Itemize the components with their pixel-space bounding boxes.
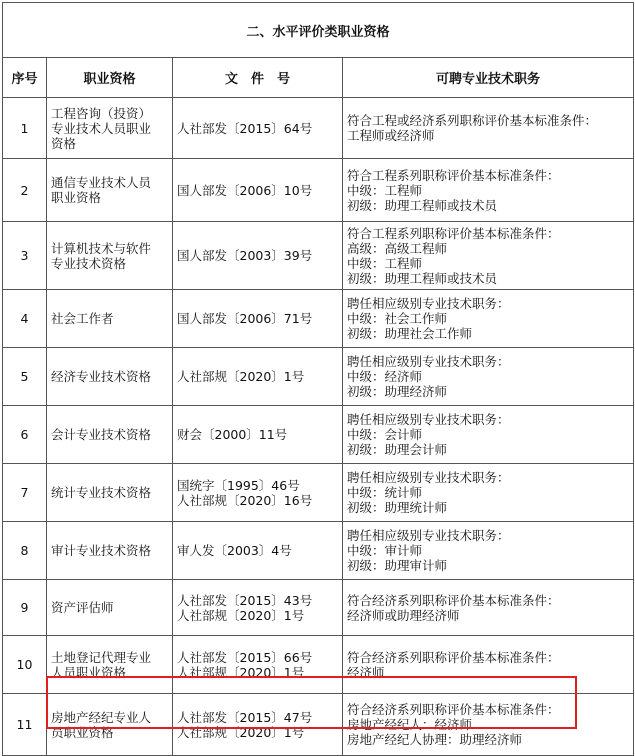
qualification-table bbox=[2, 2, 634, 756]
cell-line: 初级：助理社会工作师 bbox=[347, 326, 473, 341]
cell-line: 审人发〔2003〕4号 bbox=[177, 543, 292, 558]
row-document bbox=[173, 522, 343, 580]
cell-line: 国人部发〔2006〕10号 bbox=[177, 182, 313, 198]
header-seq: 序号 bbox=[3, 58, 47, 98]
row-positions bbox=[343, 290, 634, 348]
cell-line: 计算机技术与软件 bbox=[51, 240, 152, 256]
cell-line: 符合经济系列职称评价基本标准条件： bbox=[347, 702, 560, 717]
row-qualification bbox=[47, 290, 173, 348]
cell-line: 中级：经济师 bbox=[347, 369, 423, 384]
cell-line: 人社部规〔2020〕1号 bbox=[177, 369, 305, 384]
cell-line: 聘任相应级别专业技术职务： bbox=[347, 296, 510, 311]
header-positions: 可聘专业技术职务 bbox=[343, 58, 634, 98]
cell-line: 符合工程或经济系列职称评价基本标准条件： bbox=[347, 113, 598, 128]
cell-line: 专业技术资格 bbox=[51, 255, 127, 271]
table-row bbox=[3, 694, 634, 756]
row-qualification bbox=[47, 406, 173, 464]
row-seq: 6 bbox=[3, 406, 47, 464]
cell-line: 中级：工程师 bbox=[347, 255, 423, 271]
cell-line: 初级：助理工程师或技术员 bbox=[347, 197, 498, 213]
header-row bbox=[3, 58, 634, 98]
row-seq: 9 bbox=[3, 580, 47, 636]
table-row bbox=[3, 464, 634, 522]
row-qualification bbox=[47, 348, 173, 406]
row-seq: 8 bbox=[3, 522, 47, 580]
cell-line: 高级：高级工程师 bbox=[347, 240, 448, 256]
row-document bbox=[173, 290, 343, 348]
cell-line: 职业资格 bbox=[51, 190, 102, 205]
row-seq: 2 bbox=[3, 159, 47, 222]
row-positions bbox=[343, 464, 634, 522]
cell-line: 统计专业技术资格 bbox=[51, 485, 152, 500]
row-qualification bbox=[47, 464, 173, 522]
table-row bbox=[3, 222, 634, 290]
cell-line: 中级：社会工作师 bbox=[347, 311, 448, 326]
table-row bbox=[3, 636, 634, 694]
cell-line: 初级：助理审计师 bbox=[347, 558, 448, 573]
cell-line: 中级：审计师 bbox=[347, 543, 423, 558]
row-seq: 4 bbox=[3, 290, 47, 348]
cell-line: 专业技术人员职业 bbox=[51, 120, 152, 136]
cell-line: 员职业资格 bbox=[51, 724, 114, 740]
row-qualification bbox=[47, 636, 173, 694]
cell-line: 人员职业资格 bbox=[51, 664, 127, 680]
cell-line: 土地登记代理专业 bbox=[51, 649, 152, 665]
cell-line: 符合经济系列职称评价基本标准条件： bbox=[347, 649, 560, 665]
row-seq: 1 bbox=[3, 98, 47, 159]
table-row bbox=[3, 98, 634, 159]
cell-line: 房地产经纪人协理：助理经济师 bbox=[347, 732, 523, 747]
header-qualification: 职业资格 bbox=[47, 58, 173, 98]
cell-line: 人社部规〔2020〕16号 bbox=[177, 492, 313, 508]
cell-line: 聘任相应级别专业技术职务： bbox=[347, 470, 510, 485]
table-row bbox=[3, 406, 634, 464]
cell-line: 人社部发〔2015〕47号 bbox=[177, 709, 313, 725]
cell-line: 工程咨询（投资） bbox=[51, 105, 152, 121]
cell-line: 经济师或助理经济师 bbox=[347, 607, 460, 623]
row-positions bbox=[343, 222, 634, 290]
row-document bbox=[173, 98, 343, 159]
cell-line: 通信专业技术人员 bbox=[51, 175, 152, 190]
cell-line: 中级：工程师 bbox=[347, 182, 423, 198]
cell-line: 会计专业技术资格 bbox=[51, 427, 152, 442]
cell-line: 聘任相应级别专业技术职务： bbox=[347, 528, 510, 543]
cell-line: 经济师 bbox=[347, 664, 385, 680]
row-positions bbox=[343, 348, 634, 406]
row-seq: 11 bbox=[3, 694, 47, 756]
row-positions bbox=[343, 98, 634, 159]
title-row bbox=[3, 3, 634, 58]
row-document bbox=[173, 636, 343, 694]
row-seq: 3 bbox=[3, 222, 47, 290]
row-positions bbox=[343, 694, 634, 756]
table-row bbox=[3, 580, 634, 636]
row-document bbox=[173, 464, 343, 522]
table-row bbox=[3, 522, 634, 580]
row-seq: 5 bbox=[3, 348, 47, 406]
cell-line: 房地产经纪人：经济师 bbox=[347, 717, 473, 732]
cell-line: 聘任相应级别专业技术职务： bbox=[347, 412, 510, 427]
row-seq: 7 bbox=[3, 464, 47, 522]
row-qualification bbox=[47, 580, 173, 636]
row-qualification bbox=[47, 222, 173, 290]
cell-line: 初级：助理会计师 bbox=[347, 442, 448, 457]
cell-line: 聘任相应级别专业技术职务： bbox=[347, 354, 510, 369]
row-seq: 10 bbox=[3, 636, 47, 694]
cell-line: 资产评估师 bbox=[51, 600, 114, 615]
row-document bbox=[173, 580, 343, 636]
cell-line: 符合工程系列职称评价基本标准条件： bbox=[347, 167, 560, 183]
table-title: 二、水平评价类职业资格 bbox=[3, 3, 634, 58]
cell-line: 资格 bbox=[51, 135, 77, 151]
cell-line: 人社部发〔2015〕64号 bbox=[177, 120, 313, 136]
row-qualification bbox=[47, 98, 173, 159]
cell-line: 人社部发〔2015〕66号 bbox=[177, 649, 313, 665]
table-row bbox=[3, 159, 634, 222]
row-document bbox=[173, 159, 343, 222]
cell-line: 初级：助理统计师 bbox=[347, 500, 448, 515]
header-document: 文 件 号 bbox=[173, 58, 343, 98]
cell-line: 人社部规〔2020〕1号 bbox=[177, 724, 305, 740]
cell-line: 社会工作者 bbox=[51, 311, 114, 326]
cell-line: 人社部规〔2020〕1号 bbox=[177, 607, 305, 623]
table-row bbox=[3, 348, 634, 406]
row-positions bbox=[343, 159, 634, 222]
row-qualification bbox=[47, 159, 173, 222]
cell-line: 初级：助理工程师或技术员 bbox=[347, 270, 498, 286]
row-document bbox=[173, 694, 343, 756]
cell-line: 财会〔2000〕11号 bbox=[177, 427, 288, 442]
cell-line: 人社部发〔2015〕43号 bbox=[177, 592, 313, 608]
cell-line: 符合经济系列职称评价基本标准条件： bbox=[347, 592, 560, 608]
cell-line: 符合工程系列职称评价基本标准条件： bbox=[347, 225, 560, 241]
cell-line: 房地产经纪专业人 bbox=[51, 709, 152, 725]
cell-line: 人社部规〔2020〕1号 bbox=[177, 664, 305, 680]
row-positions bbox=[343, 406, 634, 464]
table-row bbox=[3, 290, 634, 348]
cell-line: 国人部发〔2003〕39号 bbox=[177, 248, 313, 263]
cell-line: 中级：会计师 bbox=[347, 427, 423, 442]
row-positions bbox=[343, 636, 634, 694]
cell-line: 经济专业技术资格 bbox=[51, 369, 152, 384]
row-positions bbox=[343, 580, 634, 636]
cell-line: 国统字〔1995〕46号 bbox=[177, 477, 300, 493]
row-qualification bbox=[47, 522, 173, 580]
row-document bbox=[173, 406, 343, 464]
row-positions bbox=[343, 522, 634, 580]
cell-line: 初级：助理经济师 bbox=[347, 384, 448, 399]
row-document bbox=[173, 222, 343, 290]
cell-line: 中级：统计师 bbox=[347, 485, 423, 500]
cell-line: 审计专业技术资格 bbox=[51, 543, 152, 558]
cell-line: 工程师或经济师 bbox=[347, 128, 435, 143]
row-qualification bbox=[47, 694, 173, 756]
cell-line: 国人部发〔2006〕71号 bbox=[177, 311, 313, 326]
row-document bbox=[173, 348, 343, 406]
